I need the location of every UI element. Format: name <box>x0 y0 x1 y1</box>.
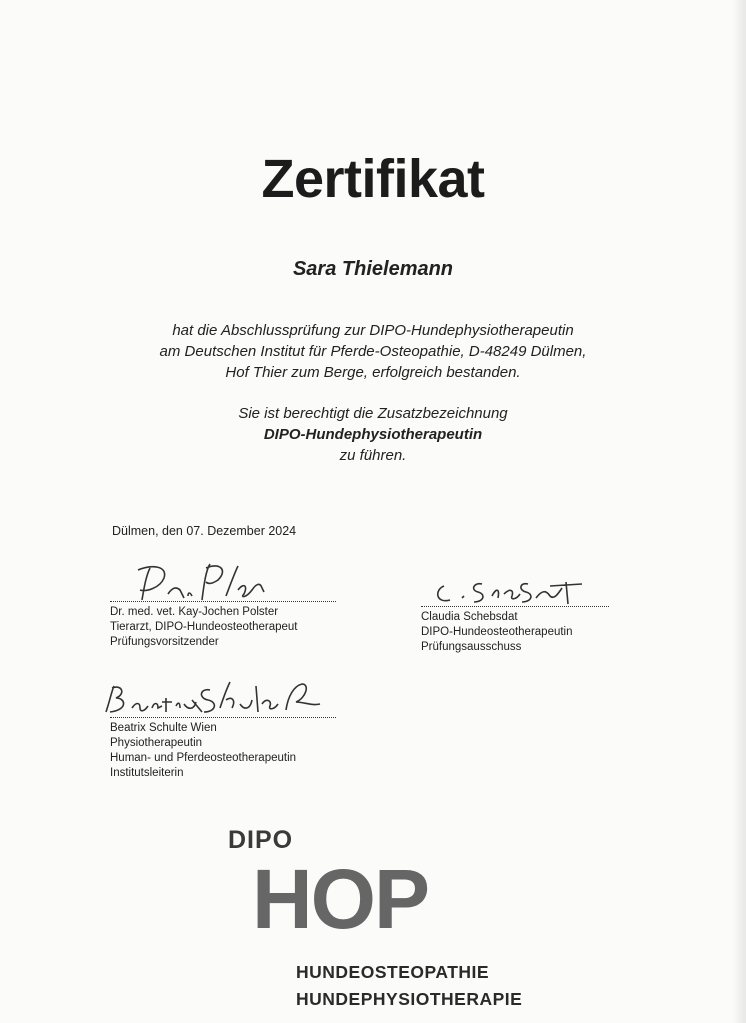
signature-line <box>110 601 336 602</box>
exam-statement-line: am Deutschen Institut für Pferde-Osteopathie, D-48249 Dülmen, <box>159 343 587 360</box>
logo-dipo-text: DIPO <box>228 826 294 854</box>
signatory-role: Prüfungsvorsitzender <box>110 636 219 648</box>
logo-hop-text: HOP <box>252 852 429 946</box>
signature-line <box>421 606 609 607</box>
recipient-name: Sara Thielemann <box>292 258 454 280</box>
issue-date: Dülmen, den 07. Dezember 2024 <box>112 524 297 538</box>
certificate-title: Zertifikat <box>261 149 485 209</box>
signature-line <box>110 717 336 718</box>
signatory-polster <box>110 601 336 650</box>
professional-title: DIPO-Hundephysiotherapeutin <box>263 426 483 443</box>
entitlement-line: zu führen. <box>339 447 407 464</box>
signatory-role: Prüfungsausschuss <box>421 641 522 653</box>
signatory-role: Human- und Pferdeosteotherapeutin <box>110 752 297 764</box>
logo-subtitle: HUNDEPHYSIOTHERAPIE <box>296 989 523 1009</box>
signatory-role: Institutsleiterin <box>110 767 184 779</box>
signatory-role: Physiotherapeutin <box>110 737 203 749</box>
title-entitlement <box>0 403 746 466</box>
signatory-name: Claudia Schebsdat <box>421 611 518 623</box>
signatory-name: Dr. med. vet. Kay-Jochen Polster <box>110 606 279 618</box>
signature-schebsdat <box>432 576 592 610</box>
signature-schulte-wien <box>100 676 340 722</box>
exam-statement <box>0 320 746 383</box>
logo-subtitle: HUNDEOSTEOPATHIE <box>296 962 490 982</box>
entitlement-line: Sie ist berechtigt die Zusatzbezeichnung <box>238 405 508 422</box>
signatory-name: Beatrix Schulte Wien <box>110 722 217 734</box>
exam-statement-line: Hof Thier zum Berge, erfolgreich bestanden. <box>225 364 521 381</box>
signatory-schebsdat <box>421 606 609 655</box>
signatory-role: DIPO-Hundeosteotherapeutin <box>421 626 573 638</box>
signatory-role: Tierarzt, DIPO-Hundeosteotherapeut <box>110 621 298 633</box>
signatory-schulte-wien <box>110 717 336 781</box>
exam-statement-line: hat die Abschlussprüfung zur DIPO-Hundephysiotherapeutin <box>172 322 574 339</box>
